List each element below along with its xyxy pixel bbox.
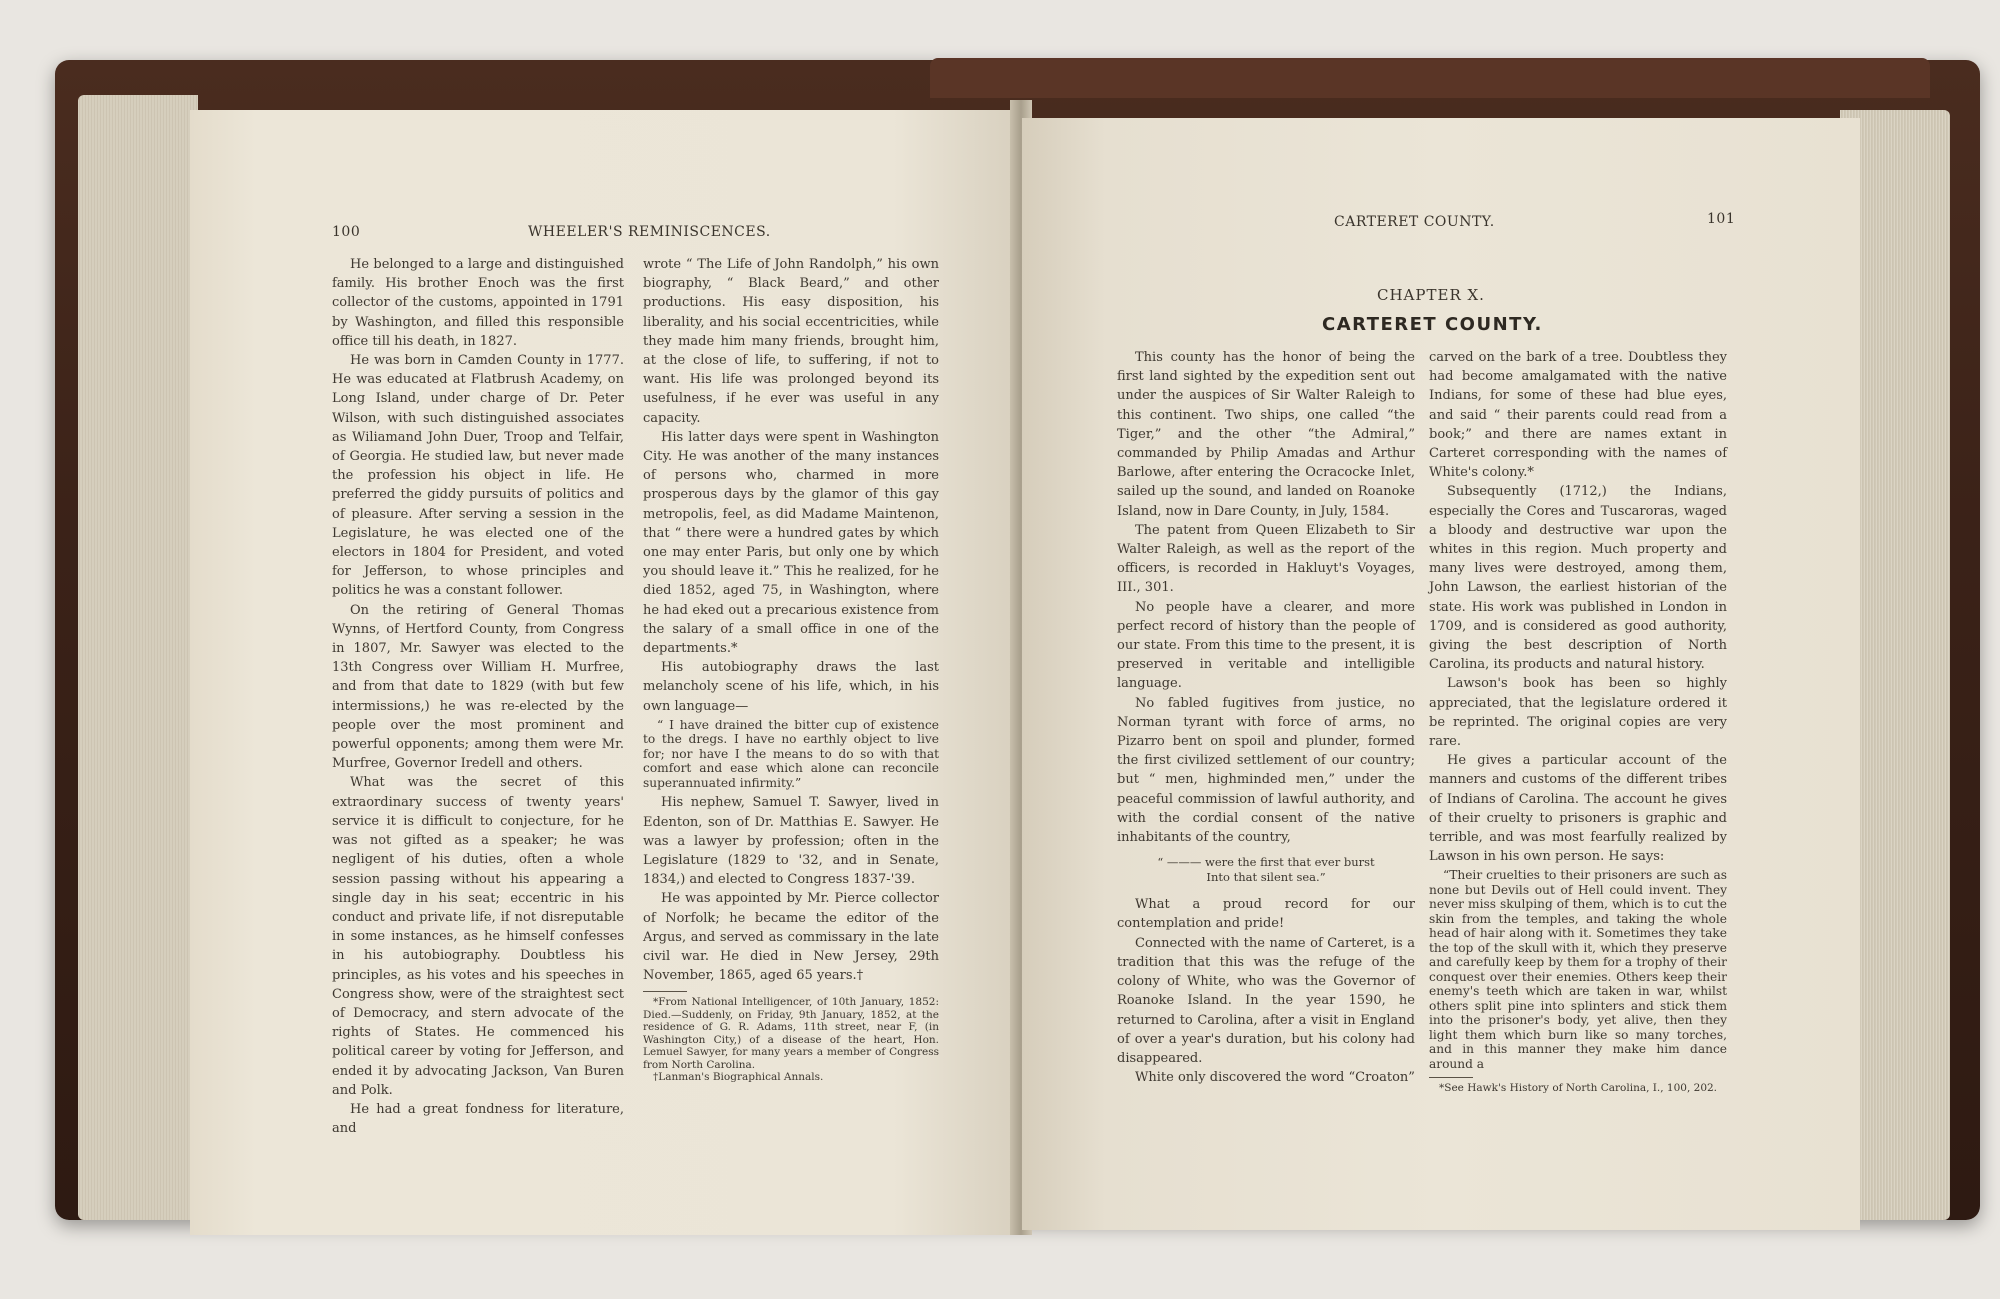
paragraph: The patent from Queen Elizabeth to Sir Walter Raleigh, as well as the report of the officers, is recorded in Hakluyt's Voyages, III., 301. — [1117, 522, 1415, 596]
left-column-1 — [332, 255, 624, 1138]
paragraph: White only discovered the word “Croaton” — [1135, 1070, 1415, 1086]
footnote-rule — [643, 991, 687, 992]
paragraph: His latter days were spent in Washington City. He was another of the many instances of persons who, charmed in more prosperous days by the glamor of this gay metropolis, feel, as did Madame Maintenon, that “ there were a hundred gates by which one may enter Paris, but only one by which you should leave it.” This he realized, for he died 1852, aged 75, in Washington, where he had eked out a precarious existence from the salary of a small office in one of the departments.* — [643, 429, 939, 657]
footnote: *See Hawk's History of North Carolina, I., 100, 202. — [1439, 1082, 1718, 1095]
paragraph: He gives a particular account of the manners and customs of the different tribes of Indians of Carolina. The account he gives of their cruelty to prisoners is graphic and terrible, and was most fearfully realized by Lawson in his own person. He says: — [1429, 753, 1727, 865]
paragraph: He belonged to a large and distinguished family. His brother Enoch was the first collector of the customs, appointed in 1791 by Washington, and filled this responsible office till his death, in 1827. — [332, 257, 624, 349]
verse-line: “ ——— were the first that ever burst — [1157, 855, 1375, 870]
right-page — [1022, 118, 1860, 1230]
left-running-head: WHEELER'S REMINISCENCES. — [528, 224, 771, 240]
verse-quote — [1117, 855, 1415, 885]
left-page — [190, 110, 1018, 1235]
left-page-number: 100 — [332, 224, 361, 240]
chapter-number: CHAPTER X. — [1377, 286, 1485, 304]
paragraph: carved on the bark of a tree. Doubtless they had become amalgamated with the native Indians, for some of these had blue eyes, and said “ their parents could read from a book;” and there are names extant in Carteret corresponding with the names of White's colony.* — [1429, 350, 1727, 481]
paragraph: His autobiography draws the last melancholy scene of his life, which, in his own language— — [643, 660, 939, 714]
paragraph: He was born in Camden County in 1777. He was educated at Flatbrush Academy, on Long Island, under charge of Dr. Peter Wilson, with such distinguished associates as Wiliamand John Duer, Troop and Telfair, of Georgia. He studied law, but never made the profession his object in life. He preferred the giddy pursuits of politics and of pleasure. After serving a session in the Legislature, he was elected one of the electors in 1804 for President, and voted for Jefferson, to whose principles and politics he was a constant follower. — [332, 353, 624, 599]
paragraph: Lawson's book has been so highly appreciated, that the legislature ordered it be reprinted. The original copies are very rare. — [1429, 676, 1727, 750]
paragraph: No people have a clearer, and more perfect record of history than the people of our state. From this time to the present, it is preserved in veritable and intelligible language. — [1117, 599, 1415, 692]
left-page-edges — [78, 95, 198, 1220]
block-quote: “Their cruelties to their prisoners are such as none but Devils out of Hell could invent. They never miss skulping of them, which is to cut the skin from the temples, and taking the whole head of hair along with it. Sometimes they take the top of the skull with it, which they preserve and carefully keep by them for a trophy of their conquest over their enemies. Others keep their enemy's teeth which are taken in war, whilst others split pine into splinters and stick them into the prisoner's body, yet alive, then they light them which burn like so many torches, and in this manner they make him dance around a — [1429, 868, 1727, 1071]
right-column-2 — [1429, 348, 1727, 1095]
block-quote: “ I have drained the bitter cup of existence to the dregs. I have no earthly object to live for; nor have I the means to do so with that comfort and ease which alone can reconcile superannuated infirmity.” — [643, 717, 939, 790]
paragraph: This county has the honor of being the first land sighted by the expedition sent out under the auspices of Sir Walter Raleigh to this continent. Two ships, one called “the Tiger,” and the other “the Admiral,” commanded by Philip Amadas and Arthur Barlowe, after entering the Ocracocke Inlet, sailed up the sound, and landed on Roanoke Island, now in Dare County, in July, 1584. — [1117, 350, 1415, 519]
right-page-number: 101 — [1707, 211, 1736, 227]
book-spine-top — [930, 58, 1930, 98]
footnote: †Lanman's Biographical Annals. — [653, 1071, 824, 1084]
paragraph: On the retiring of General Thomas Wynns, of Hertford County, from Congress in 1807, Mr. Sawyer was elected to the 13th Congress over William H. Murfree, and from that date to 1829 (with but few intermissions,) he was re-elected by the people over the most prominent and powerful opponents; among them were Mr. Murfree, Governor Iredell and others. — [332, 602, 624, 772]
paragraph: His nephew, Samuel T. Sawyer, lived in Edenton, son of Dr. Matthias E. Sawyer. He was a lawyer by profession; often in the Legislature (1829 to '32, and in Senate, 1834,) and elected to Congress 1837-'39. — [643, 795, 939, 888]
paragraph: What was the secret of this extraordinary success of twenty years' service it is difficult to conjecture, for he was not gifted as a speaker; he was negligent of his duties, often a whole session passing without his appearing a single day in his seat; eccentric in his conduct and private life, if not disreputable in some instances, as he himself confesses in his autobiography. Doubtless his principles, as his votes and his speeches in Congress show, were of the straightest sect of Democracy, and stern advocate of the rights of States. He commenced his political career by voting for Jefferson, and ended it by advocating Jackson, Van Buren and Polk. — [332, 775, 624, 1098]
chapter-title: CARTERET COUNTY. — [1322, 314, 1543, 335]
paragraph: No fabled fugitives from justice, no Norman tyrant with force of arms, no Pizarro bent on spoil and plunder, formed the first civilized settlement of our country; but “ men, highminded men,” under the peaceful commission of lawful authority, and with the cordial consent of the native inhabitants of the country, — [1117, 695, 1415, 846]
footnote-rule — [1429, 1077, 1473, 1078]
paragraph: Subsequently (1712,) the Indians, especially the Cores and Tuscaroras, waged a bloody and destructive war upon the whites in this region. Much property and many lives were destroyed, among them, John Lawson, the earliest historian of the state. His work was published in London in 1709, and is considered as good authority, giving the best description of North Carolina, its products and natural history. — [1429, 484, 1727, 673]
right-column-1 — [1117, 348, 1415, 1087]
paragraph: He was appointed by Mr. Pierce collector of Norfolk; he became the editor of the Argus, and served as commissary in the late civil war. He died in New Jersey, 29th November, 1865, aged 65 years.† — [643, 891, 939, 984]
left-column-2 — [643, 255, 939, 1084]
verse-line: Into that silent sea.” — [1206, 870, 1326, 885]
right-running-head: CARTERET COUNTY. — [1334, 214, 1495, 230]
paragraph: Connected with the name of Carteret, is a tradition that this was the refuge of the colony of White, who was the Governor of Roanoke Island. In the year 1590, he returned to Carolina, after a visit in England of over a year's duration, but his colony had disappeared. — [1117, 935, 1415, 1066]
paragraph: What a proud record for our contemplation and pride! — [1117, 897, 1415, 932]
footnote: *From National Intelligencer, of 10th January, 1852: Died.—Suddenly, on Friday, 9th January, 1852, at the residence of G. R. Adams, 11th street, near F, (in Washington City,) of a disease of the heart, Hon. Lemuel Sawyer, for many years a member of Congress from North Carolina. — [643, 996, 939, 1071]
paragraph: wrote “ The Life of John Randolph,” his own biography, “ Black Beard,” and other productions. His easy disposition, his liberality, and his social eccentricities, while they made him many friends, brought him, at the close of life, to suffering, if not to want. His life was prolonged beyond its usefulness, if he ever was useful in any capacity. — [643, 257, 939, 426]
paragraph: He had a great fondness for literature, and — [332, 1101, 624, 1137]
